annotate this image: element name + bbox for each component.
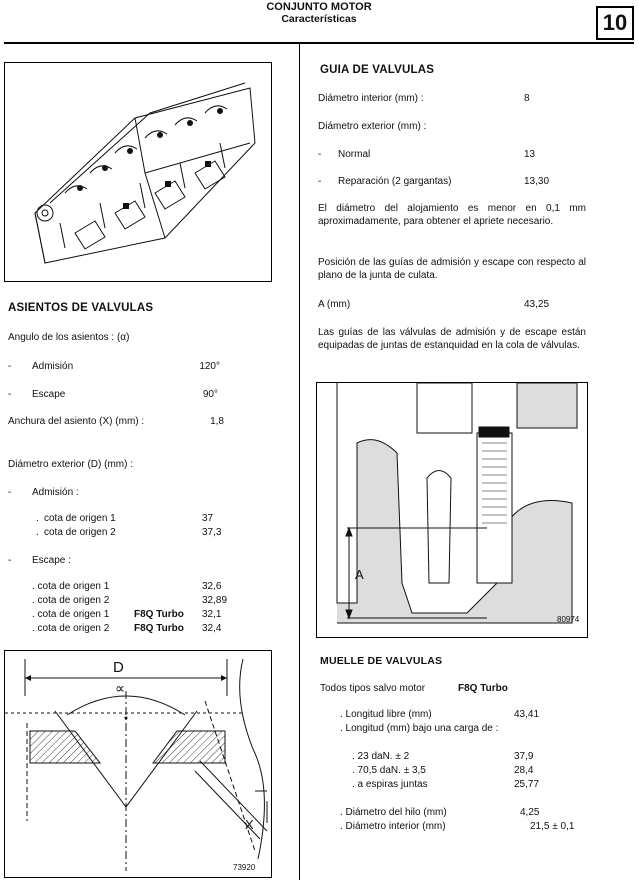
admision-label: Admisión [32,361,74,372]
carga-23-value: 37,9 [514,751,534,762]
diametro-label: Diámetro exterior (D) (mm) : [8,459,134,470]
escape-cota-3-label: . cota de origen 1 [32,609,110,620]
cota-1-value: 37 [202,513,214,524]
escape-cota-2-label: . cota de origen 2 [32,595,110,606]
a-label: A (mm) [318,299,351,310]
espiras-juntas-label: . a espiras juntas [352,779,428,790]
carga-70-label: . 70,5 daN. ± 3,5 [352,765,426,776]
escape-cota-1-label: . cota de origen 1 [32,581,110,592]
cota-2-label: cota de origen 2 [44,527,116,538]
escape-cota-4-value: 32,4 [202,623,222,634]
diametro-interior-label: Diámetro interior (mm) : [318,93,424,104]
section-title-asientos: ASIENTOS DE VALVULAS [8,302,154,314]
a-value: 43,25 [524,299,550,310]
engine-tag: F8Q Turbo [134,623,184,634]
bullet-dash: - [8,389,12,400]
column-divider [299,44,300,880]
bullet-dash: - [8,487,12,498]
bullet-dash: - [8,555,12,566]
diametro-interior-muelle-label: . Diámetro interior (mm) [340,821,446,832]
admision-value: 120° [199,361,220,372]
longitud-libre-value: 43,41 [514,709,540,720]
cota-1-label: cota de origen 1 [44,513,116,524]
engine-tag: F8Q Turbo [134,609,184,620]
bullet-dot: . [36,527,39,538]
longitud-carga-label: . Longitud (mm) bajo una carga de : [340,723,499,734]
anchura-label: Anchura del asiento (X) (mm) : [8,416,145,427]
escape-cota-1-value: 32,6 [202,581,222,592]
engine-drawing [5,63,271,281]
escape-value: 90° [202,389,218,400]
bullet-dot: . [36,513,39,524]
escape-cota-3-value: 32,1 [202,609,222,620]
admision-sub-label: Admisión : [32,487,79,498]
todos-tipos-label: Todos tipos salvo motor [320,683,426,694]
diametro-hilo-label: . Diámetro del hilo (mm) [340,807,447,818]
chapter-number: 10 [596,6,634,40]
reparacion-label: Reparación (2 gargantas) [338,176,452,187]
carga-23-label: . 23 daN. ± 2 [352,751,410,762]
paragraph-posicion: Posición de las guías de admisión y escape con respecto al plano de la junta de culata. [318,257,586,281]
diametro-interior-value: 8 [524,93,530,104]
section-title-guia: GUIA DE VALVULAS [320,64,435,76]
normal-value: 13 [524,149,536,160]
valve-guide-drawing [317,383,587,637]
dimension-d-label: D [113,659,124,676]
escape-cota-4-label: . cota de origen 2 [32,623,110,634]
longitud-libre-label: . Longitud libre (mm) [340,709,432,720]
escape-sub-label: Escape : [32,555,71,566]
cota-2-value: 37,3 [202,527,222,538]
header-divider [4,42,634,44]
bullet-dash: - [318,149,322,160]
diametro-exterior-label: Diámetro exterior (mm) : [318,121,427,132]
valve-seat-drawing [5,651,271,877]
valve-guide-figure [316,382,588,638]
dimension-a-label: A [355,567,364,582]
reparacion-value: 13,30 [524,176,550,187]
paragraph-juntas: Las guías de las válvulas de admisión y de escape están equipadas de juntas de estanquidad en la cola de válvulas. [318,327,586,351]
page-subtitle: Características [281,13,357,25]
figure-code: 73920 [233,863,256,872]
escape-label: Escape [32,389,66,400]
figure-code: 80974 [557,615,580,624]
valve-seat-figure [4,650,272,878]
diametro-hilo-value: 4,25 [520,807,540,818]
diametro-interior-muelle-value: 21,5 ± 0,1 [530,821,575,832]
alpha-symbol: ∝ [115,680,126,696]
page-title: CONJUNTO MOTOR [266,1,372,13]
dimension-x-label: X [245,817,254,832]
carga-70-value: 28,4 [514,765,534,776]
engine-tag: F8Q Turbo [458,683,508,694]
bullet-dash: - [318,176,322,187]
paragraph-alojamiento: El diámetro del alojamiento es menor en 0,1 mm aproximadamente, para obtener el apriete necesario. [318,203,586,227]
anchura-value: 1,8 [210,416,224,427]
escape-cota-2-value: 32,89 [202,595,228,606]
normal-label: Normal [338,149,371,160]
engine-figure [4,62,272,282]
angulo-label: Angulo de los asientos : (α) [8,332,130,343]
espiras-juntas-value: 25,77 [514,779,540,790]
section-title-muelle: MUELLE DE VALVULAS [320,655,443,667]
bullet-dash: - [8,361,12,372]
